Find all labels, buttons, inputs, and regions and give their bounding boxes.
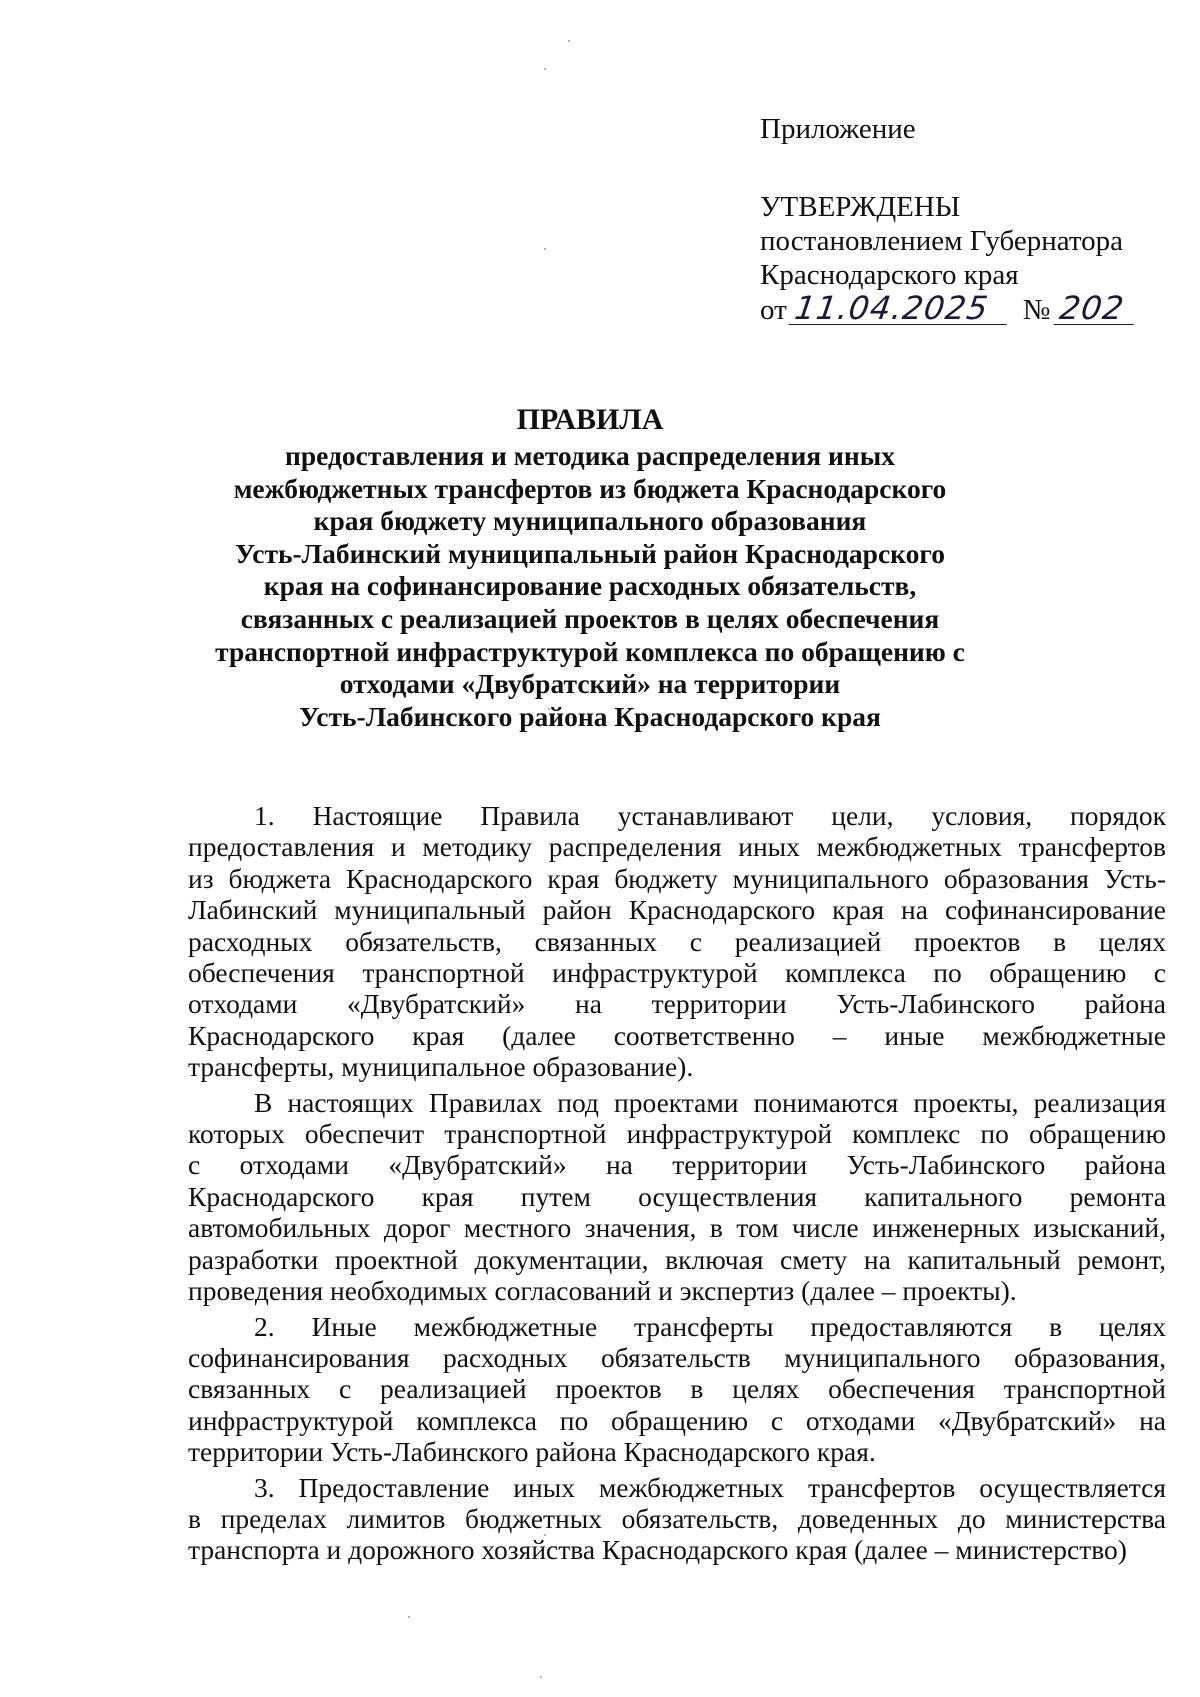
paragraph-line: 3. Предоставление иных межбюджетных трансфертов осуществляется [254, 1471, 1166, 1503]
title-line: Усть-Лабинского района Краснодарского края [299, 700, 881, 732]
paragraph-line: территории Усть-Лабинского района Краснодарского края. [188, 1436, 876, 1468]
handwritten-date: 11.04.2025 [788, 292, 1011, 325]
paragraph [188, 800, 1166, 1083]
title-line: межбюджетных трансфертов из бюджета Краснодарского [233, 472, 947, 504]
paragraph-line: отходами «Двубратский» на территории Усть-Лабинского района [188, 988, 1166, 1020]
approved-label: УТВЕРЖДЕНЫ [760, 191, 961, 223]
title-line: предоставления и методика распределения иных [285, 440, 895, 471]
title-line: транспортной инфраструктурой комплекса по обращению с [215, 635, 965, 667]
paragraph-line: Лабинский муниципальный район Краснодарского края на софинансирование [188, 894, 1166, 926]
paragraph-line: софинансирования расходных обязательств муниципального образования, [188, 1341, 1166, 1373]
title-line: Усть-Лабинский муниципальный район Краснодарского [235, 537, 945, 569]
paragraph-line: разработки проектной документации, включая смету на капитальный ремонт, [188, 1243, 1166, 1275]
paragraph-line: 1. Настоящие Правила устанавливают цели, условия, порядок [254, 800, 1166, 831]
paragraph-line: автомобильных дорог местного значения, в том числе инженерных изысканий, [188, 1212, 1166, 1244]
approval-block [760, 112, 1136, 327]
number-prefix: № [1022, 294, 1051, 326]
paragraph-line: инфраструктурой комплекса по обращению с отходами «Двубратский» на [188, 1404, 1166, 1436]
approval-authority: постановлением Губернатора [760, 225, 1124, 257]
scan-speck [544, 248, 546, 250]
paragraph-line: Краснодарского края путем осуществления капитального ремонта [188, 1180, 1166, 1212]
paragraph [188, 1472, 1166, 1566]
document-title [200, 402, 980, 733]
title-main: ПРАВИЛА [516, 403, 664, 436]
approval-region: Краснодарского края [760, 259, 1019, 291]
paragraph-line: из бюджета Краснодарского края бюджету муниципального образования Усть- [188, 862, 1166, 894]
paragraph-line: расходных обязательств, связанных с реализацией проектов в целях [188, 925, 1166, 957]
paragraph-line: которых обеспечит транспортной инфраструктурой комплекс по обращению [188, 1118, 1166, 1150]
paragraph-line: Краснодарского края (далее соответственно – иные межбюджетные [188, 1019, 1166, 1051]
title-line: отходами «Двубратский» на территории [339, 668, 841, 700]
paragraph-line: обеспечения транспортной инфраструктурой комплекса по обращению с [188, 957, 1166, 989]
date-prefix: от [760, 294, 787, 326]
paragraph-line: 2. Иные межбюджетные трансферты предоставляются в целях [254, 1310, 1166, 1342]
paragraph-line: трансферты, муниципальное образование). [188, 1051, 694, 1083]
paragraph-line: в пределах лимитов бюджетных обязательств, доведенных до министерства [188, 1502, 1166, 1534]
paragraph-line: предоставления и методику распределения иных межбюджетных трансфертов [188, 831, 1166, 863]
title-line: края на софинансирование расходных обязательств, [263, 570, 917, 602]
paragraph-line: проведения необходимых согласований и экспертиз (далее – проекты). [188, 1275, 1017, 1307]
paragraph [188, 1087, 1166, 1307]
scan-speck [568, 40, 570, 42]
appendix-label: Приложение [760, 113, 916, 145]
scan-speck [408, 1616, 410, 1618]
scan-speck [544, 68, 546, 70]
handwritten-number: 202 [1054, 292, 1139, 325]
paragraph [188, 1311, 1166, 1468]
title-subtitle [200, 440, 980, 733]
paragraph-line: транспорта и дорожного хозяйства Краснодарского края (далее – министерство) [188, 1534, 1127, 1566]
paragraph-line: с отходами «Двубратский» на территории Усть-Лабинского района [188, 1149, 1166, 1181]
paragraph-line: связанных с реализацией проектов в целях обеспечения транспортной [188, 1373, 1166, 1405]
title-line: края бюджету муниципального образования [313, 505, 867, 537]
title-line: связанных с реализацией проектов в целях обеспечения [240, 602, 940, 634]
approval-date-line [760, 289, 1136, 327]
scan-speck [540, 1676, 542, 1678]
paragraph-line: В настоящих Правилах под проектами понимаются проекты, реализация [254, 1086, 1166, 1118]
document-body [188, 800, 1166, 1570]
